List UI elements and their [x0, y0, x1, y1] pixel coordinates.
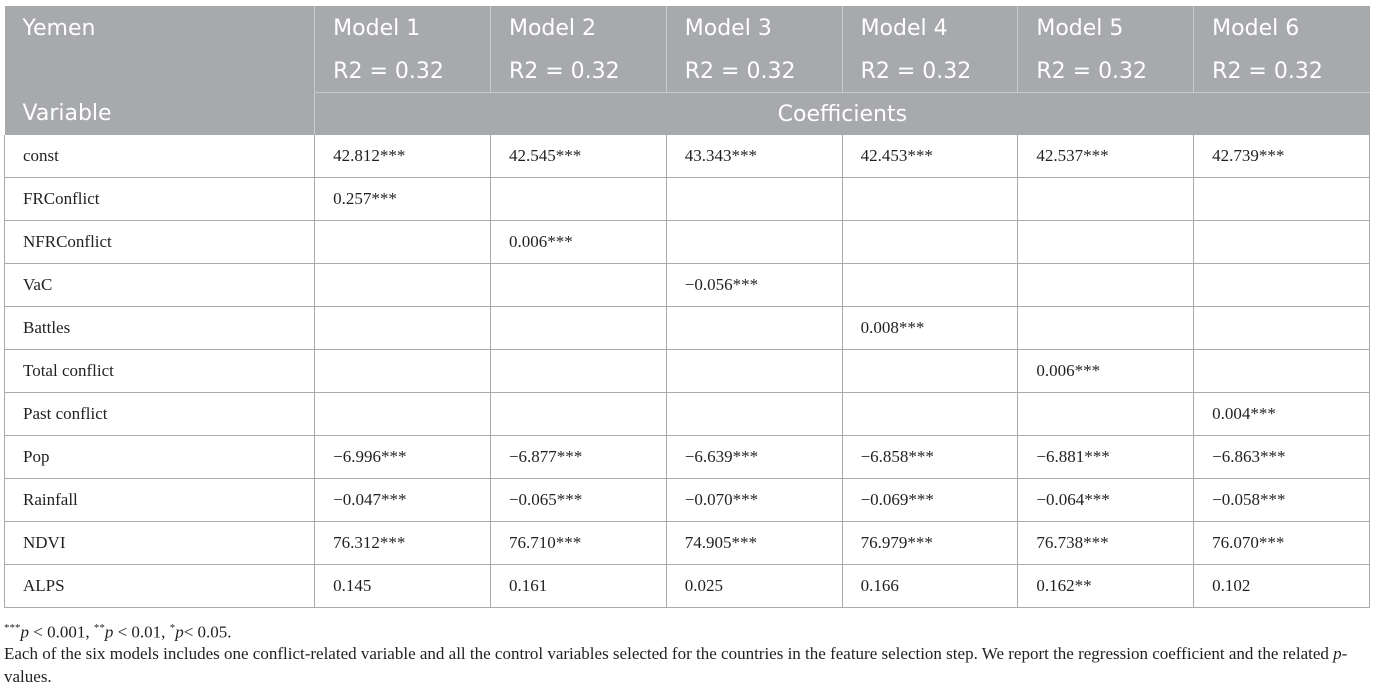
coefficient-cell	[842, 264, 1018, 307]
coefficient-cell: 42.739***	[1194, 135, 1370, 178]
table-row	[5, 565, 1370, 608]
coefficient-cell: 0.006***	[1018, 350, 1194, 393]
sig-marker: ***	[4, 622, 21, 634]
coefficient-cell	[666, 393, 842, 436]
coefficient-cell	[666, 350, 842, 393]
variable-cell: FRConflict	[5, 178, 315, 221]
coefficient-cell: −0.064***	[1018, 479, 1194, 522]
model-header: Model 5	[1018, 6, 1194, 50]
regression-table-container	[4, 6, 1370, 608]
table-row	[5, 221, 1370, 264]
coefficient-cell	[315, 350, 491, 393]
coefficient-cell: −0.069***	[842, 479, 1018, 522]
significance-footnote	[4, 617, 1370, 644]
r2-header: R2 = 0.32	[490, 50, 666, 93]
coefficient-cell	[490, 393, 666, 436]
coefficient-cell	[315, 264, 491, 307]
table-row	[5, 350, 1370, 393]
coefficient-cell	[1018, 221, 1194, 264]
variable-cell: ALPS	[5, 565, 315, 608]
table-note	[4, 642, 1370, 688]
coefficients-header: Coefficients	[315, 93, 1370, 136]
regression-table	[4, 6, 1370, 608]
variable-cell: Pop	[5, 436, 315, 479]
coefficient-cell: 0.161	[490, 565, 666, 608]
coefficient-cell: 76.979***	[842, 522, 1018, 565]
coefficient-cell	[490, 264, 666, 307]
r2-header: R2 = 0.32	[666, 50, 842, 93]
coefficient-cell: −0.070***	[666, 479, 842, 522]
p-symbol: p	[175, 622, 184, 642]
coefficient-cell: −6.639***	[666, 436, 842, 479]
coefficient-cell: −6.881***	[1018, 436, 1194, 479]
coefficient-cell	[1194, 350, 1370, 393]
coefficient-cell	[1194, 221, 1370, 264]
sig-marker: **	[93, 622, 105, 634]
p-symbol: p	[1333, 644, 1342, 663]
sig-text: < 0.05.	[183, 622, 232, 642]
model-header: Model 4	[842, 6, 1018, 50]
coefficient-cell	[490, 350, 666, 393]
coefficient-cell	[1018, 178, 1194, 221]
coefficient-cell	[315, 393, 491, 436]
variable-cell: VaC	[5, 264, 315, 307]
table-row	[5, 522, 1370, 565]
variable-cell: Rainfall	[5, 479, 315, 522]
coefficient-cell: 76.070***	[1194, 522, 1370, 565]
table-row	[5, 135, 1370, 178]
coefficient-cell	[490, 178, 666, 221]
variable-cell: NDVI	[5, 522, 315, 565]
coefficient-cell	[490, 307, 666, 350]
coefficient-cell	[1018, 264, 1194, 307]
coefficient-cell: −6.858***	[842, 436, 1018, 479]
note-text: Each of the six models includes one conflict-related variable and all the control variables selected for the countries in the feature selection step. We report the regression coefficient and the related	[4, 644, 1334, 663]
table-body	[5, 135, 1370, 608]
table-row	[5, 178, 1370, 221]
coefficient-cell	[666, 307, 842, 350]
coefficient-cell: 0.102	[1194, 565, 1370, 608]
coefficient-cell: −0.058***	[1194, 479, 1370, 522]
coefficient-cell: −0.047***	[315, 479, 491, 522]
coefficient-cell	[315, 221, 491, 264]
coefficient-cell	[842, 221, 1018, 264]
coefficient-cell: 42.537***	[1018, 135, 1194, 178]
r2-header: R2 = 0.32	[315, 50, 491, 93]
coefficient-cell: 42.812***	[315, 135, 491, 178]
table-row	[5, 307, 1370, 350]
coefficient-cell	[842, 178, 1018, 221]
variable-cell: Battles	[5, 307, 315, 350]
p-symbol: p	[20, 622, 29, 642]
coefficient-cell: −6.996***	[315, 436, 491, 479]
coefficient-cell: 42.453***	[842, 135, 1018, 178]
model-header: Model 2	[490, 6, 666, 50]
variable-cell: Total conflict	[5, 350, 315, 393]
variable-cell: NFRConflict	[5, 221, 315, 264]
variable-cell: const	[5, 135, 315, 178]
coefficient-cell	[1194, 178, 1370, 221]
coefficient-cell: −0.056***	[666, 264, 842, 307]
variable-cell: Past conflict	[5, 393, 315, 436]
sig-text: < 0.01,	[113, 622, 170, 642]
sig-marker: *	[169, 622, 176, 634]
coefficient-cell	[666, 178, 842, 221]
coefficient-cell: 0.145	[315, 565, 491, 608]
r2-header: R2 = 0.32	[1194, 50, 1370, 93]
coefficient-cell	[842, 350, 1018, 393]
coefficient-cell: −6.877***	[490, 436, 666, 479]
coefficient-cell	[1194, 264, 1370, 307]
r2-header: R2 = 0.32	[1018, 50, 1194, 93]
coefficient-cell: 0.006***	[490, 221, 666, 264]
coefficient-cell: 0.166	[842, 565, 1018, 608]
coefficient-cell	[1018, 307, 1194, 350]
coefficient-cell: −6.863***	[1194, 436, 1370, 479]
coefficient-cell	[666, 221, 842, 264]
table-row	[5, 479, 1370, 522]
coefficient-cell	[1018, 393, 1194, 436]
variable-header: Variable	[5, 93, 315, 136]
r2-header: R2 = 0.32	[842, 50, 1018, 93]
model-header: Model 3	[666, 6, 842, 50]
coefficient-cell: 0.025	[666, 565, 842, 608]
table-row	[5, 264, 1370, 307]
p-symbol: p	[104, 622, 114, 642]
model-header: Model 1	[315, 6, 491, 50]
table-header	[5, 6, 1370, 135]
coefficient-cell: 74.905***	[666, 522, 842, 565]
coefficient-cell: 0.257***	[315, 178, 491, 221]
model-header: Model 6	[1194, 6, 1370, 50]
sig-text: < 0.001,	[29, 622, 94, 642]
coefficient-cell: 42.545***	[490, 135, 666, 178]
coefficient-cell: 76.312***	[315, 522, 491, 565]
coefficient-cell: 76.710***	[490, 522, 666, 565]
table-row	[5, 436, 1370, 479]
empty-header-cell	[5, 50, 315, 93]
coefficient-cell: 0.008***	[842, 307, 1018, 350]
coefficient-cell: 76.738***	[1018, 522, 1194, 565]
table-row	[5, 393, 1370, 436]
coefficient-cell: 43.343***	[666, 135, 842, 178]
coefficient-cell: 0.162**	[1018, 565, 1194, 608]
coefficient-cell	[842, 393, 1018, 436]
note-text: -values.	[4, 644, 1348, 686]
coefficient-cell	[1194, 307, 1370, 350]
coefficient-cell	[315, 307, 491, 350]
coefficient-cell: −0.065***	[490, 479, 666, 522]
country-header: Yemen	[5, 6, 315, 50]
coefficient-cell: 0.004***	[1194, 393, 1370, 436]
